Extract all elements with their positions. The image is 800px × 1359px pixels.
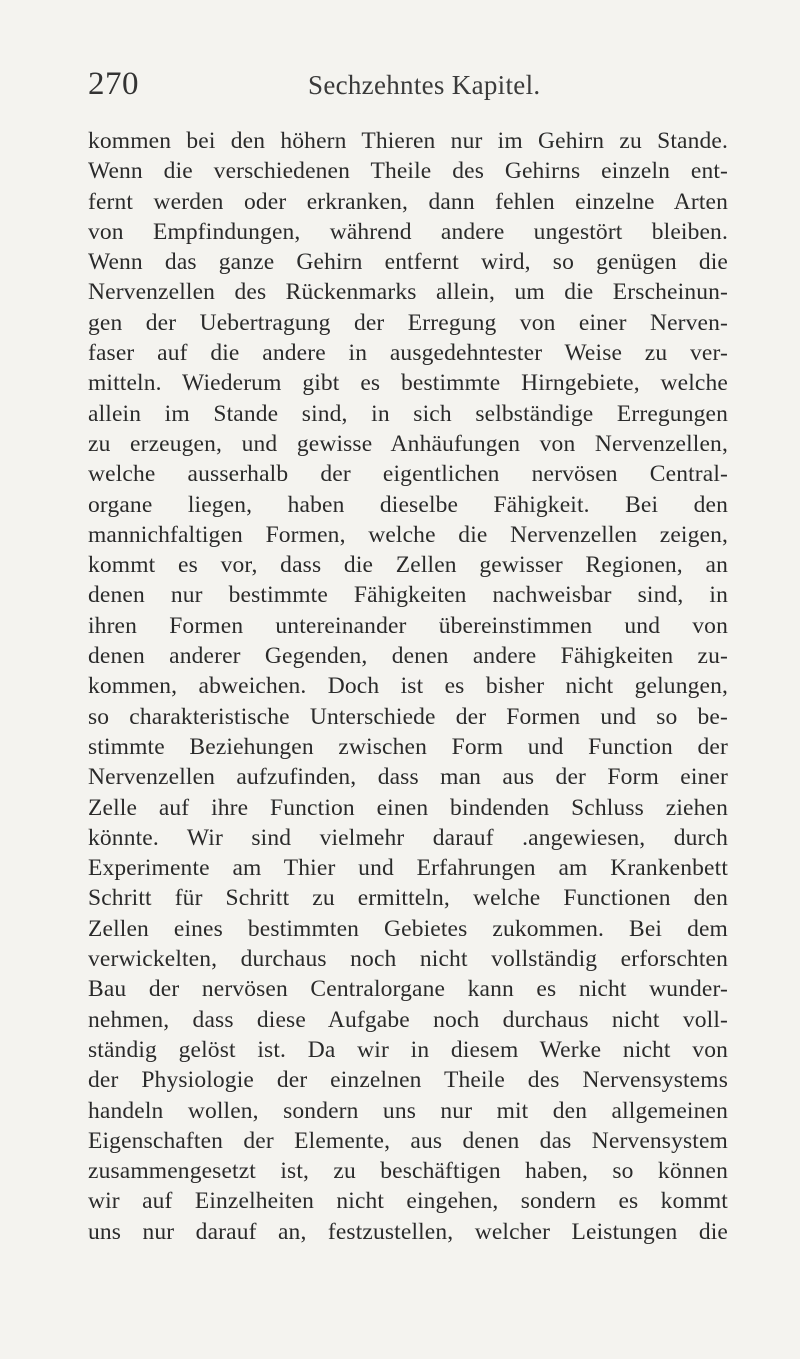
text-line: Bau der nervösen Centralorgane kann es nicht wunder- — [88, 976, 728, 1003]
text-line: ständig gelöst ist. Da wir in diesem Werke nicht von — [88, 1036, 728, 1063]
text-line: kommen, abweichen. Doch ist es bisher nicht gelungen, — [88, 673, 728, 700]
text-line: zu erzeugen, und gewisse Anhäufungen von Nervenzellen, — [88, 430, 728, 457]
text-line: faser auf die andere in ausgedehntester Weise zu ver- — [88, 340, 728, 367]
text-line: wir auf Einzelheiten nicht eingehen, sondern es kommt — [88, 1188, 728, 1215]
text-line: Nervenzellen aufzufinden, dass man aus der Form einer — [88, 764, 728, 791]
text-line: Wenn das ganze Gehirn entfernt wird, so genügen die — [88, 249, 728, 276]
text-line: Schritt für Schritt zu ermitteln, welche Functionen den — [88, 885, 728, 912]
text-line: verwickelten, durchaus noch nicht vollständig erforschten — [88, 946, 728, 973]
text-line: Nervenzellen des Rückenmarks allein, um die Erscheinun- — [88, 279, 728, 306]
text-line: Zellen eines bestimmten Gebietes zukommen. Bei dem — [88, 915, 728, 942]
text-line: denen anderer Gegenden, denen andere Fähigkeiten zu- — [88, 643, 728, 670]
text-line: Wenn die verschiedenen Theile des Gehirns einzeln ent- — [88, 158, 728, 185]
text-line: nehmen, dass diese Aufgabe noch durchaus nicht voll- — [88, 1006, 728, 1033]
text-line: kommt es vor, dass die Zellen gewisser Regionen, an — [88, 552, 728, 579]
text-line: gen der Uebertragung der Erregung von einer Nerven- — [88, 309, 728, 336]
page-number: 270 — [88, 66, 139, 102]
text-line: welche ausserhalb der eigentlichen nervösen Central- — [88, 461, 728, 488]
text-line: ihren Formen untereinander übereinstimmen und von — [88, 612, 728, 639]
text-line: uns nur darauf an, festzustellen, welcher Leistungen die — [88, 1218, 728, 1245]
running-head: Sechzehntes Kapitel. — [308, 70, 541, 100]
text-line: Eigenschaften der Elemente, aus denen das Nervensystem — [88, 1127, 728, 1154]
text-line: zusammengesetzt ist, zu beschäftigen haben, so können — [88, 1158, 728, 1185]
text-line: allein im Stande sind, in sich selbständige Erregungen — [88, 400, 728, 427]
text-line: Experimente am Thier und Erfahrungen am Krankenbett — [88, 855, 728, 882]
text-line: organe liegen, haben dieselbe Fähigkeit. Bei den — [88, 491, 728, 518]
text-line: mannichfaltigen Formen, welche die Nervenzellen zeigen, — [88, 521, 728, 548]
text-line: könnte. Wir sind vielmehr darauf .angewiesen, durch — [88, 824, 728, 851]
text-line: denen nur bestimmte Fähigkeiten nachweisbar sind, in — [88, 582, 728, 609]
text-line: von Empfindungen, während andere ungestört bleiben. — [88, 218, 728, 245]
text-line: kommen bei den höhern Thieren nur im Gehirn zu Stande. — [88, 128, 728, 154]
text-line: der Physiologie der einzelnen Theile des Nervensystems — [88, 1067, 728, 1094]
text-line: stimmte Beziehungen zwischen Form und Function der — [88, 733, 728, 760]
text-line: so charakteristische Unterschiede der Formen und so be- — [88, 703, 728, 730]
text-line: fernt werden oder erkranken, dann fehlen einzelne Arten — [88, 188, 728, 215]
text-line: Zelle auf ihre Function einen bindenden Schluss ziehen — [88, 794, 728, 821]
body-text — [88, 126, 728, 1247]
page-header — [88, 66, 728, 106]
text-line: mitteln. Wiederum gibt es bestimmte Hirngebiete, welche — [88, 370, 728, 397]
text-line: handeln wollen, sondern uns nur mit den allgemeinen — [88, 1097, 728, 1124]
